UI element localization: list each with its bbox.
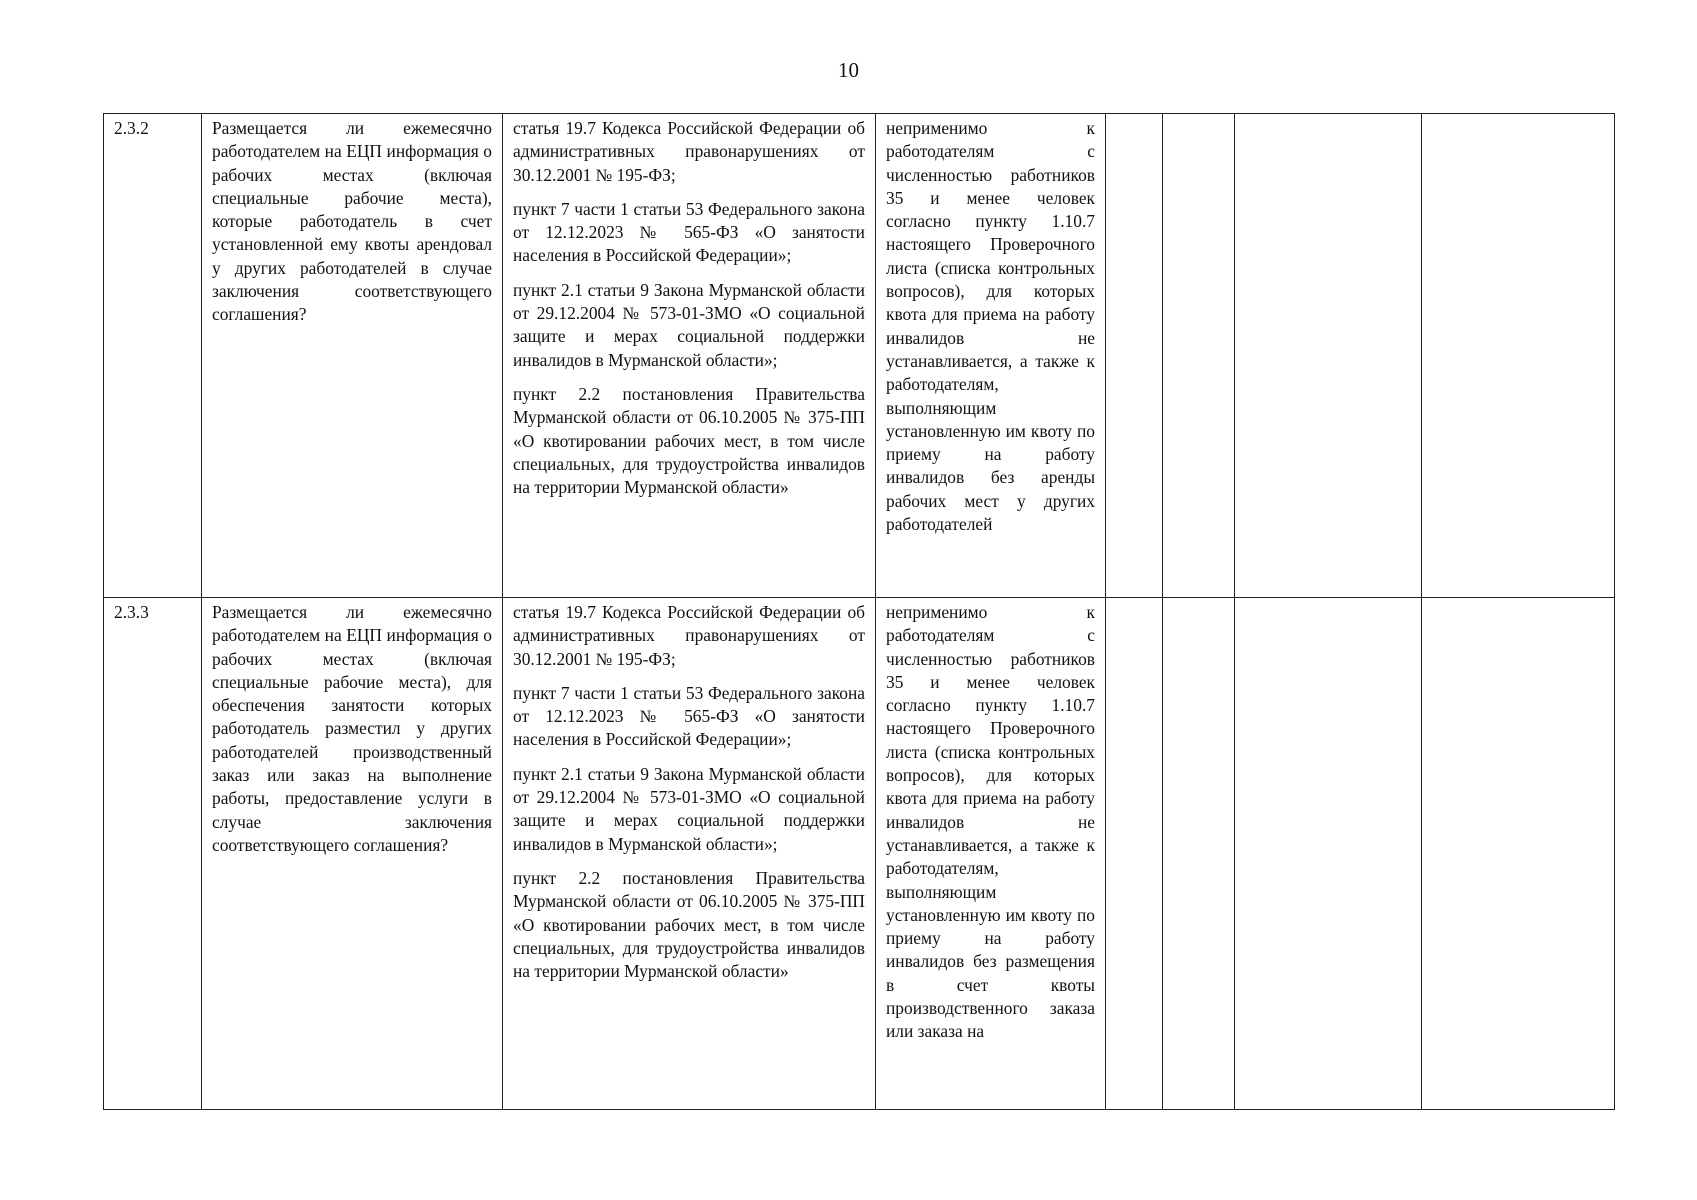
answer-yes-cell [1106,114,1163,598]
question-text: Размещается ли ежемесячно работодателем на ЕЦП информация о рабочих местах (включая специальные рабочие места), для обеспечения занятости которых работодатель разместил у других работодателей производственный заказ или заказ на выполнение работы, предоставление услуги в случае заключения соответствующего соглашения? [202,598,503,1110]
legal-references [503,598,876,1110]
item-number: 2.3.3 [104,598,202,1110]
legal-reference: пункт 2.1 статьи 9 Закона Мурманской области от 29.12.2004 № 573-01-ЗМО «О социальной защите и мерах социальной поддержки инвалидов в Мурманской области»; [513,279,865,370]
legal-reference: пункт 2.2 постановления Правительства Мурманской области от 06.10.2005 № 375-ПП «О квотировании рабочих мест, в том числе специальных, для трудоустройства инвалидов на территории Мурманской области» [513,867,865,982]
table-row [104,598,1615,1110]
legal-reference: пункт 2.1 статьи 9 Закона Мурманской области от 29.12.2004 № 573-01-ЗМО «О социальной защите и мерах социальной поддержки инвалидов в Мурманской области»; [513,763,865,854]
applicability-note: неприменимо к работодателям с численностью работников 35 и менее человек согласно пункту 1.10.7 настоящего Проверочного листа (списка контрольных вопросов), для которых квота для приема на работу инвалидов не устанавливается, а также к работодателям, выполняющим установленную им квоту по приему на работу инвалидов без аренды рабочих мест у других работодателей [876,114,1106,598]
legal-reference: статья 19.7 Кодекса Российской Федерации об административных правонарушениях от 30.12.2001 № 195-ФЗ; [513,118,865,185]
legal-reference: пункт 2.2 постановления Правительства Мурманской области от 06.10.2005 № 375-ПП «О квотировании рабочих мест, в том числе специальных, для трудоустройства инвалидов на территории Мурманской области» [513,383,865,498]
legal-reference: статья 19.7 Кодекса Российской Федерации об административных правонарушениях от 30.12.2001 № 195-ФЗ; [513,602,865,669]
answer-not-applicable-cell [1235,114,1422,598]
table-row [104,114,1615,598]
question-text: Размещается ли ежемесячно работодателем на ЕЦП информация о рабочих местах (включая специальные рабочие места), которые работодатель в счет установленной ему квоты арендовал у других работодателей в случае заключения соответствующего соглашения? [202,114,503,598]
legal-reference: пункт 7 части 1 статьи 53 Федерального закона от 12.12.2023 № 565-ФЗ «О занятости населения в Российской Федерации»; [513,682,865,750]
answer-no-cell [1163,598,1235,1110]
answer-no-cell [1163,114,1235,598]
answer-not-applicable-cell [1235,598,1422,1110]
item-number: 2.3.2 [104,114,202,598]
applicability-note: неприменимо к работодателям с численностью работников 35 и менее человек согласно пункту 1.10.7 настоящего Проверочного листа (списка контрольных вопросов), для которых квота для приема на работу инвалидов не устанавливается, а также к работодателям, выполняющим установленную им квоту по приему на работу инвалидов без размещения в счет квоты производственного заказа или заказа на [876,598,1106,1110]
checklist-table [103,113,1615,1110]
legal-references [503,114,876,598]
comment-cell [1422,114,1615,598]
page-number: 10 [838,58,859,82]
answer-yes-cell [1106,598,1163,1110]
legal-reference: пункт 7 части 1 статьи 53 Федерального закона от 12.12.2023 № 565-ФЗ «О занятости населения в Российской Федерации»; [513,198,865,266]
comment-cell [1422,598,1615,1110]
